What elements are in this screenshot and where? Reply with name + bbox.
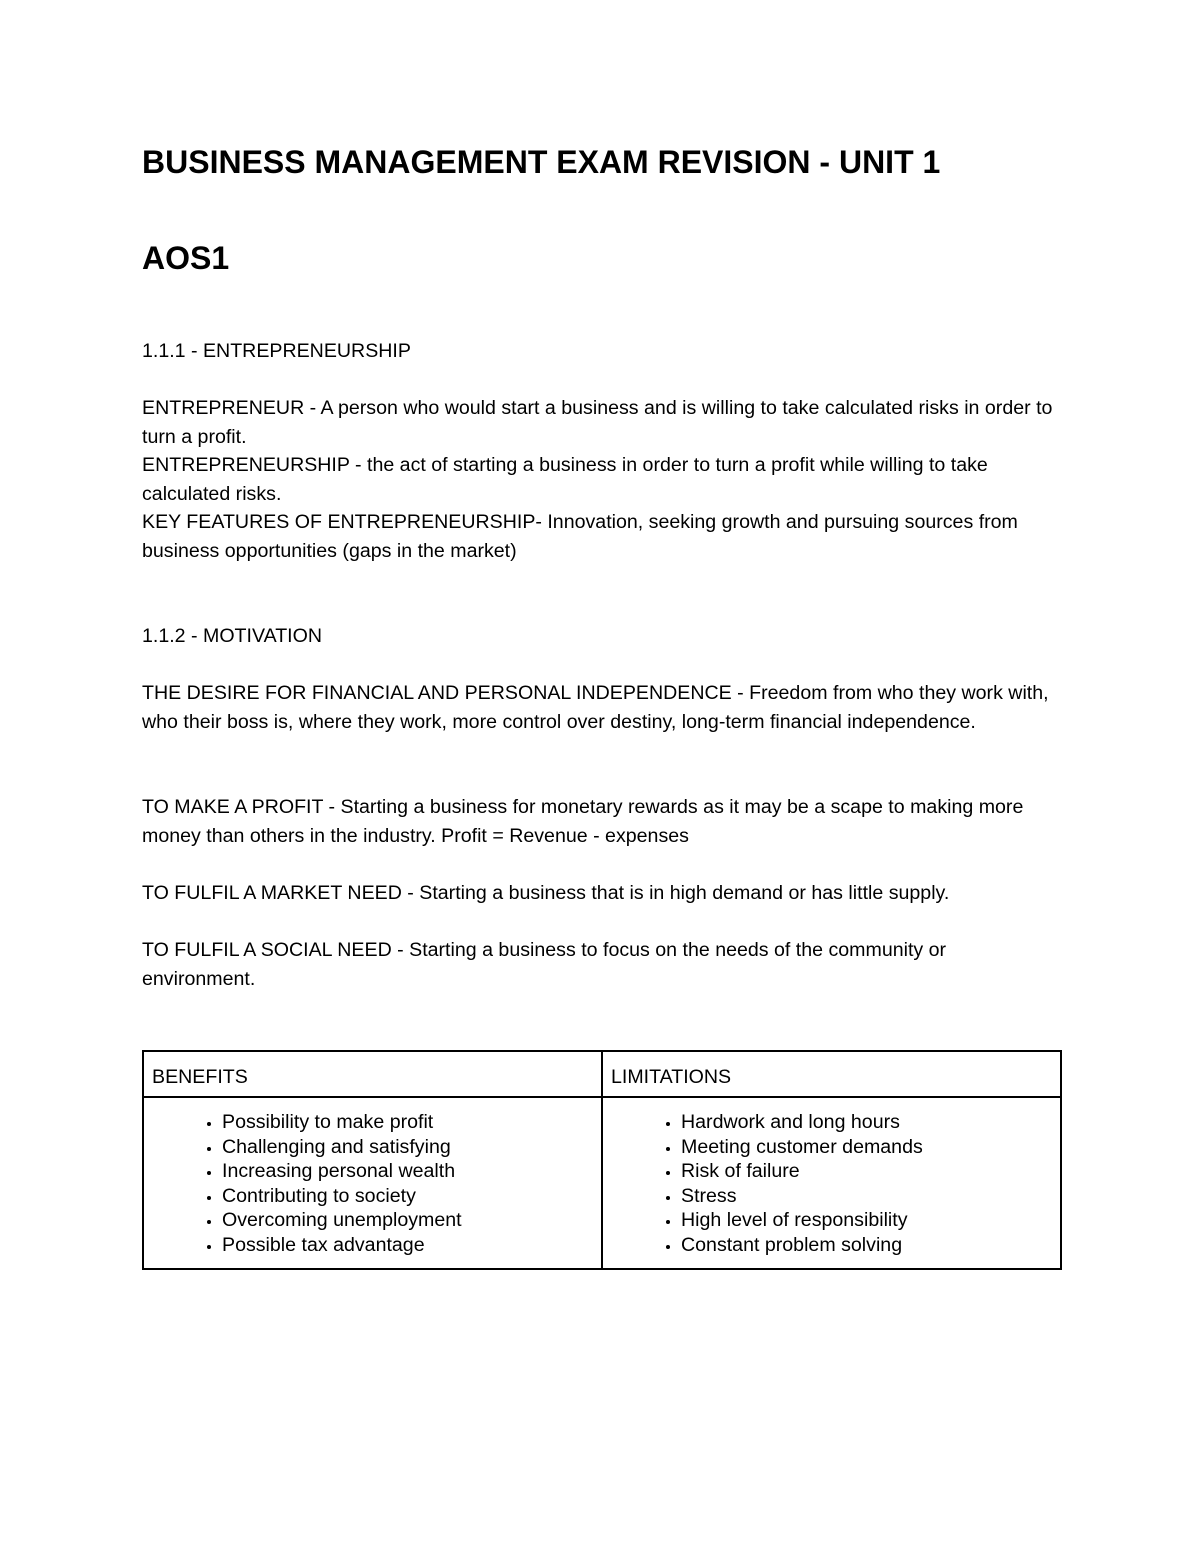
list-item: • Meeting customer demands: [681, 1135, 1060, 1160]
list-item: • Constant problem solving: [681, 1233, 1060, 1258]
motivation-independence: THE DESIRE FOR FINANCIAL AND PERSONAL INDEPENDENCE - Freedom from who they work with, who their boss is, where they work, more control over destiny, long-term financial independence.: [142, 682, 1049, 733]
motivation-profit: TO MAKE A PROFIT - Starting a business for monetary rewards as it may be a scape to making more money than others in the industry. Profit = Revenue - expenses: [142, 796, 1024, 847]
list-item: • Hardwork and long hours: [681, 1110, 1060, 1135]
list-item: • Stress: [681, 1184, 1060, 1209]
table-body-row: [143, 1097, 1061, 1269]
section-heading-motivation: 1.1.2 - MOTIVATION: [142, 625, 322, 647]
document-title: BUSINESS MANAGEMENT EXAM REVISION - UNIT 1: [142, 144, 941, 180]
benefits-limitations-table-wrapper: [142, 1050, 1062, 1270]
benefits-limitations-table: [142, 1050, 1062, 1270]
benefits-cell: [143, 1097, 602, 1269]
list-item: • Possibility to make profit: [222, 1110, 601, 1135]
table-header-limitations: LIMITATIONS: [602, 1051, 1061, 1097]
list-item: • Possible tax advantage: [222, 1233, 601, 1258]
definition-entrepreneur: ENTREPRENEUR - A person who would start a business and is willing to take calculated risks in order to turn a profit.: [142, 397, 1053, 448]
motivation-social-need: TO FULFIL A SOCIAL NEED - Starting a business to focus on the needs of the community or environment.: [142, 939, 947, 990]
document-subtitle: AOS1: [142, 240, 230, 276]
list-item: • Increasing personal wealth: [222, 1159, 601, 1184]
list-item: • Challenging and satisfying: [222, 1135, 601, 1160]
table-header-row: [143, 1051, 1061, 1097]
definition-key-features: KEY FEATURES OF ENTREPRENEURSHIP- Innovation, seeking growth and pursuing sources from business opportunities (gaps in the market): [142, 511, 1018, 562]
table-header-benefits: BENEFITS: [143, 1051, 602, 1097]
list-item: • Overcoming unemployment: [222, 1208, 601, 1233]
list-item: • Contributing to society: [222, 1184, 601, 1209]
list-item: • Risk of failure: [681, 1159, 1060, 1184]
limitations-cell: [602, 1097, 1061, 1269]
motivation-market-need: TO FULFIL A MARKET NEED - Starting a business that is in high demand or has little supply.: [142, 882, 950, 904]
benefits-list: [144, 1110, 601, 1258]
definition-entrepreneurship: ENTREPRENEURSHIP - the act of starting a business in order to turn a profit while willing to take calculated risks.: [142, 454, 988, 505]
list-item: • High level of responsibility: [681, 1208, 1060, 1233]
limitations-list: [603, 1110, 1060, 1258]
section-heading-entrepreneurship: 1.1.1 - ENTREPRENEURSHIP: [142, 340, 411, 362]
